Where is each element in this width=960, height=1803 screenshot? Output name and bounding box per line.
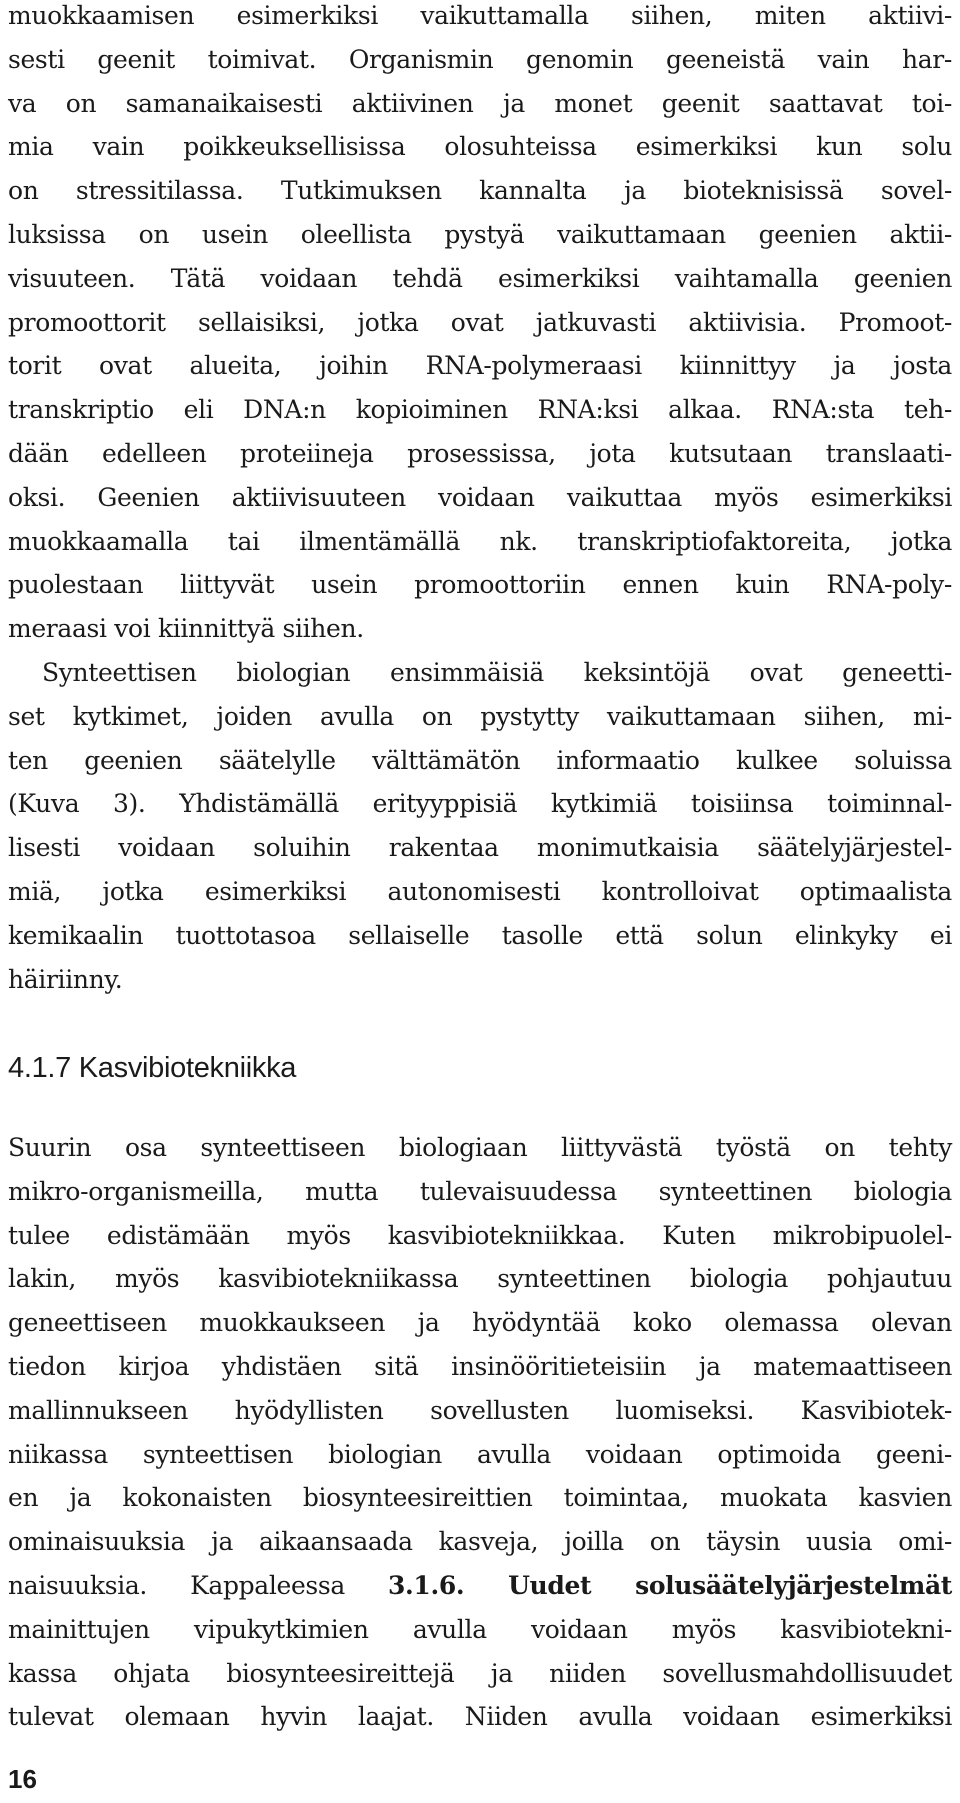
text-line: tulee edistämään myös kasvibiotekniikkaa. Kuten mikrobipuolel- (8, 1220, 952, 1250)
text-line: miä, jotka esimerkiksi autonomisesti kontrolloivat optimaalista (8, 876, 952, 906)
text-line: kemikaalin tuottotasoa sellaiselle tasolle että solun elinkyky ei (8, 920, 952, 950)
text-line: on stressitilassa. Tutkimuksen kannalta ja bioteknisissä sovel- (8, 176, 952, 206)
text-line: oksi. Geenien aktiivisuuteen voidaan vaikuttaa myös esimerkiksi (8, 482, 952, 512)
text-line: va on samanaikaisesti aktiivinen ja monet geenit saattavat toi- (8, 88, 952, 118)
text-line: tulevat olemaan hyvin laajat. Niiden avulla voidaan esimerkiksi (8, 1702, 952, 1732)
text-fragment: naisuuksia. Kappaleessa (8, 1570, 389, 1600)
text-line: en ja kokonaisten biosynteesireittien toimintaa, muokata kasvien (8, 1483, 952, 1513)
text-line: luksissa on usein oleellista pystyä vaikuttamaan geenien aktii- (8, 219, 952, 249)
section-reference: 3.1.6. Uudet solusäätelyjärjestelmät (388, 1570, 953, 1600)
text-line: lisesti voidaan soluihin rakentaa monimutkaisia säätelyjärjestel- (8, 833, 952, 863)
text-line: häiriinny. (8, 964, 123, 994)
text-line: sesti geenit toimivat. Organismin genomin geeneistä vain har- (8, 44, 952, 74)
text-line: puolestaan liittyvät usein promoottoriin ennen kuin RNA-poly- (8, 570, 952, 600)
text-line: ominaisuuksia ja aikaansaada kasveja, joilla on täysin uusia omi- (8, 1527, 952, 1557)
text-line: mainittujen vipukytkimien avulla voidaan myös kasvibiotekni- (8, 1614, 952, 1644)
paragraph-gene-activity (8, 0, 952, 651)
text-line: kassa ohjata biosynteesireittejä ja niiden sovellusmahdollisuudet (8, 1658, 952, 1688)
text-line: Suurin osa synteettiseen biologiaan liittyvästä työstä on tehty (8, 1133, 952, 1162)
text-line: promoottorit sellaisiksi, jotka ovat jatkuvasti aktiivisia. Promoot- (8, 307, 952, 337)
text-line: Synteettisen biologian ensimmäisiä keksintöjä ovat geneetti- (42, 658, 952, 687)
text-line: mia vain poikkeuksellisissa olosuhteissa esimerkiksi kun solu (8, 132, 952, 162)
text-line: muokkaamisen esimerkiksi vaikuttamalla siihen, miten aktiivi- (8, 1, 952, 30)
text-line: (Kuva 3). Yhdistämällä erityyppisiä kytkimiä toisiinsa toiminnal- (8, 789, 952, 819)
section-heading: 4.1.7 Kasvibiotekniikka (8, 1052, 297, 1084)
text-line: torit ovat alueita, joihin RNA-polymeraasi kiinnittyy ja josta (8, 351, 952, 381)
text-line: niikassa synteettisen biologian avulla voidaan optimoida geeni- (8, 1439, 952, 1469)
text-line: dään edelleen proteiineja prosessissa, jota kutsutaan translaati- (8, 438, 952, 468)
paragraph-genetic-switches (8, 651, 952, 1001)
text-line: lakin, myös kasvibiotekniikassa synteettinen biologia pohjautuu (8, 1264, 952, 1294)
text-line: tiedon kirjoa yhdistäen sitä insinööritieteisiin ja matemaattiseen (8, 1351, 952, 1381)
text-line: ten geenien säätelylle välttämätön informaatio kulkee soluissa (8, 745, 952, 775)
text-line: set kytkimet, joiden avulla on pystytty vaikuttamaan siihen, mi- (8, 701, 952, 731)
page-number: 16 (8, 1764, 37, 1794)
text-line: mallinnukseen hyödyllisten sovellusten luomiseksi. Kasvibiotek- (8, 1395, 952, 1425)
text-line: muokkaamalla tai ilmentämällä nk. transkriptiofaktoreita, jotka (8, 526, 952, 556)
text-line-with-reference (8, 1564, 952, 1608)
text-line: visuuteen. Tätä voidaan tehdä esimerkiksi vaihtamalla geenien (8, 263, 952, 293)
text-line: geneettiseen muokkaukseen ja hyödyntää koko olemassa olevan (8, 1308, 952, 1338)
paragraph-plant-biotech (8, 1126, 952, 1739)
text-line: transkriptio eli DNA:n kopioiminen RNA:ksi alkaa. RNA:sta teh- (8, 395, 952, 425)
text-line: meraasi voi kiinnittyä siihen. (8, 614, 364, 644)
text-line: mikro-organismeilla, mutta tulevaisuudessa synteettinen biologia (8, 1176, 952, 1206)
